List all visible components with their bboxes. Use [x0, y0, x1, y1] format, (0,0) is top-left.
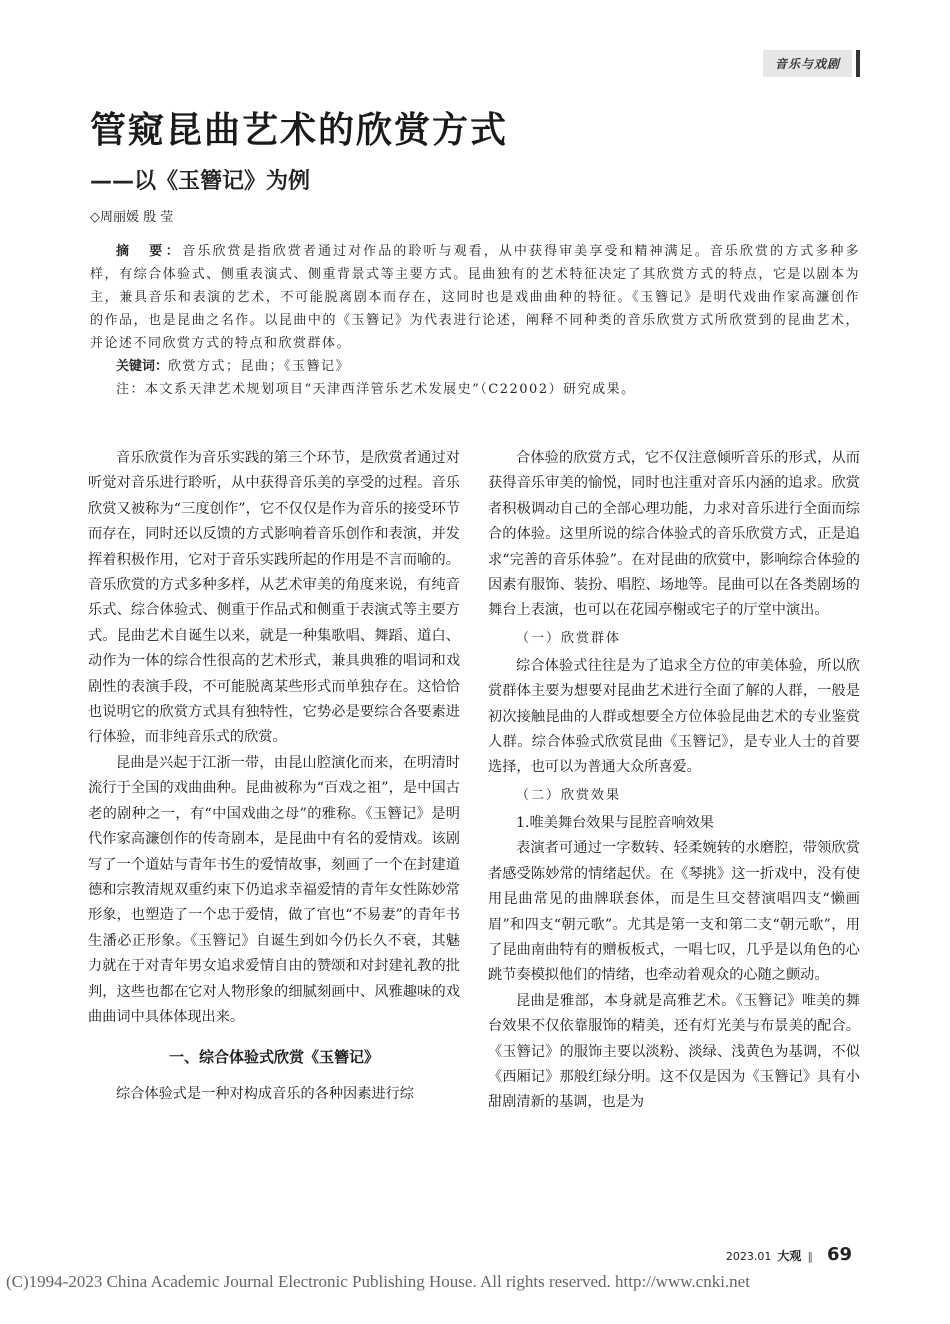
- paragraph: 综合体验式是一种对构成音乐的各种因素进行综: [116, 1086, 414, 1103]
- footer-separator: ‖: [807, 1250, 813, 1263]
- copyright-watermark: (C)1994-2023 China Academic Journal Electronic Publishing House. All rights reserved. http://www.cnki.net: [6, 1272, 750, 1291]
- article-title: 管窥昆曲艺术的欣赏方式: [90, 110, 509, 151]
- section-heading: 一、综合体验式欣赏《玉簪记》: [168, 1048, 379, 1067]
- authors: ◇周丽媛 殷 莹: [90, 210, 174, 225]
- abstract-label: 摘 要：: [116, 244, 183, 259]
- subsection-heading: （二）欣赏效果: [516, 787, 622, 803]
- keywords: [90, 355, 860, 378]
- publication-name: 大观: [777, 1249, 802, 1263]
- paragraph: 综合体验式往往是为了追求全方位的审美体验，所以欣赏群体主要为想要对昆曲艺术进行全面了解的人群，一般是初次接触昆曲的人群或想要全方位体验昆曲艺术的专业鉴赏人群。综合体验式欣赏昆曲《玉簪记》，是专业人士的首要选择，也可以为普通大众所喜爱。: [488, 657, 860, 776]
- abstract: [90, 240, 860, 355]
- page-number: 69: [826, 1244, 852, 1265]
- subsection-heading: （一）欣赏群体: [516, 630, 622, 646]
- paragraph: 昆曲是兴起于江浙一带，由昆山腔演化而来，在明清时流行于全国的戏曲曲种。昆曲被称为“百戏之祖”，是中国古老的剧种之一，有“中国戏曲之母”的雅称。《玉簪记》是明代作家高濂创作的传奇剧本，是昆曲中有名的爱情戏。该剧写了一个道姑与青年书生的爱情故事，刻画了一个在封建道德和宗教清规双重约束下仍追求幸福爱情的青年女性陈妙常形象，也塑造了一个忠于爱情，做了官也“不易妻”的青年书生潘必正形象。《玉簪记》自诞生到如今仍长久不衰，其魅力就在于对青年男女追求爱情自由的赞颂和对封建礼教的批判，这些也都在它对人物形象的细腻刻画中、风雅趣味的戏曲曲词中具体体现出来。: [88, 754, 460, 1025]
- body-column-right: [488, 446, 860, 1116]
- paragraph: 昆曲是雅部，本身就是高雅艺术。《玉簪记》唯美的舞台效果不仅依靠服饰的精美，还有灯光美与布景美的配合。《玉簪记》的服饰主要以淡粉、淡绿、浅黄色为基调，不似《西厢记》那般红绿分明。这不仅是因为《玉簪记》具有小甜剧清新的基调，也是为: [488, 992, 860, 1111]
- page-footer: [726, 1244, 852, 1265]
- funding-note: 注：本文系天津艺术规划项目“天津西洋管乐艺术发展史”（C22002）研究成果。: [116, 382, 636, 397]
- sub-subsection-heading: 1.唯美舞台效果与昆腔音响效果: [516, 814, 714, 831]
- body-column-left: [88, 446, 460, 1108]
- article-subtitle: ——以《玉簪记》为例: [90, 169, 311, 194]
- issue-number: 2023.01: [725, 1250, 772, 1263]
- keywords-label: 关键词：: [116, 359, 169, 374]
- keywords-text: 欣赏方式；昆曲；《玉簪记》: [168, 359, 351, 374]
- paragraph: 表演者可通过一字数转、轻柔婉转的水磨腔，带领欣赏者感受陈妙常的情绪起伏。在《琴挑》这一折戏中，没有使用昆曲常见的曲牌联套体，而是生旦交替演唱四支“懒画眉”和四支“朝元歌”。尤其是第一支和第二支“朝元歌”，用了昆曲南曲特有的赠板板式，一唱七叹，几乎是以角色的心跳节奏模拟他们的情绪，也牵动着观众的心随之颤动。: [488, 840, 860, 984]
- section-tag: 音乐与戏剧: [763, 50, 852, 77]
- paragraph: 合体验的欣赏方式，它不仅注意倾听音乐的形式，从而获得音乐审美的愉悦，同时也注重对音乐内涵的追求。欣赏者积极调动自己的全部心理功能，力求对音乐进行全面而综合的体验。这里所说的综合体验式的音乐欣赏方式，正是追求“完善的音乐体验”。在对昆曲的欣赏中，影响综合体验的因素有服饰、装扮、唱腔、场地等。昆曲可以在各类剧场的舞台上表演，也可以在花园亭榭或宅子的厅堂中演出。: [488, 450, 860, 619]
- abstract-block: [90, 240, 860, 401]
- abstract-text: 音乐欣赏是指欣赏者通过对作品的聆听与观看，从中获得审美享受和精神满足。音乐欣赏的方式多种多样，有综合体验式、侧重表演式、侧重背景式等主要方式。昆曲独有的艺术特征决定了其欣赏方式的特点，它是以剧本为主，兼具音乐和表演的艺术，不可能脱离剧本而存在，这同时也是戏曲曲种的特征。《玉簪记》是明代戏曲作家高濂创作的作品，也是昆曲之名作。以昆曲中的《玉簪记》为代表进行论述，阐释不同种类的音乐欣赏方式所欣赏到的昆曲艺术，并论述不同欣赏方式的特点和欣赏群体。: [90, 244, 860, 351]
- paragraph: 音乐欣赏作为音乐实践的第三个环节，是欣赏者通过对听觉对音乐进行聆听，从中获得音乐美的享受的过程。音乐欣赏又被称为“三度创作”，它不仅仅是作为音乐的接受环节而存在，同时还以反馈的方式影响着音乐创作和表演，并发挥着积极作用，它对于音乐实践所起的作用是不言而喻的。音乐欣赏的方式多种多样，从艺术审美的角度来说，有纯音乐式、综合体验式、侧重于作品式和侧重于表演式等主要方式。昆曲艺术自诞生以来，就是一种集歌唱、舞蹈、道白、动作为一体的综合性很高的艺术形式，兼具典雅的唱词和戏剧性的表演手段，不可能脱离某些形式而单独存在。这恰恰也说明它的欣赏方式具有独特性，它势必是要综合各要素进行体验，而非纯音乐式的欣赏。: [88, 450, 460, 746]
